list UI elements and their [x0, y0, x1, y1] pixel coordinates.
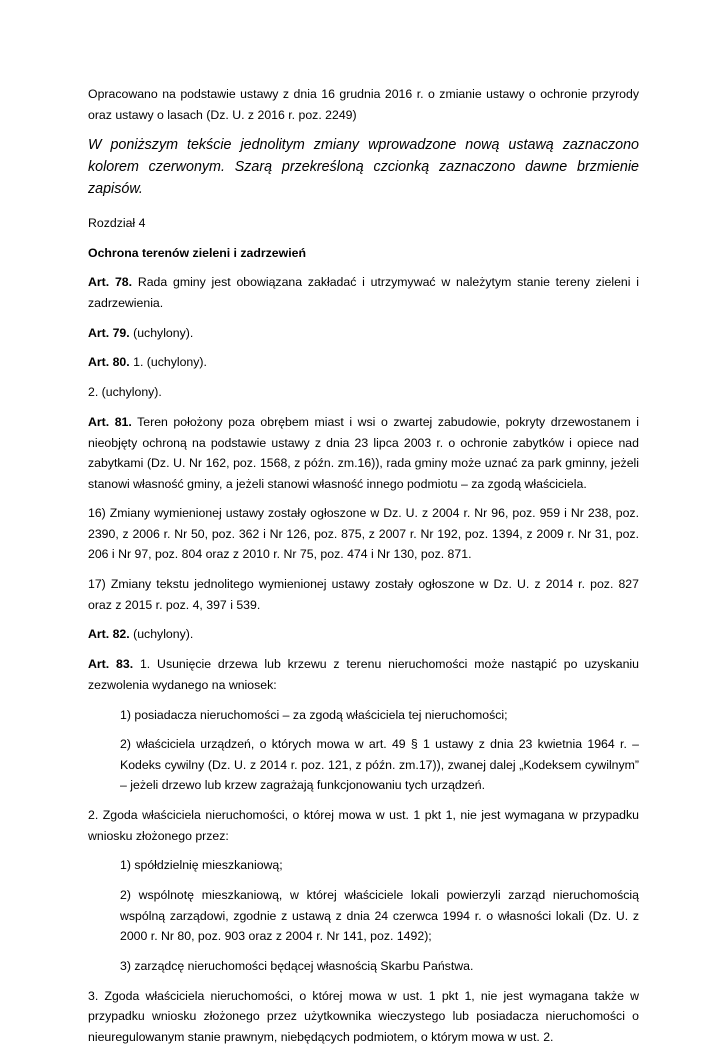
art-80-text: 1. (uchylony).	[129, 355, 207, 370]
art-81-label: Art. 81.	[88, 415, 132, 430]
art-78-text: Rada gminy jest obowiązana zakładać i utrzymywać w należytym stanie tereny zieleni i zadrzewienia.	[88, 275, 639, 310]
art-83-label: Art. 83.	[88, 657, 134, 672]
intro-paragraph: Opracowano na podstawie ustawy z dnia 16 grudnia 2016 r. o zmianie ustawy o ochronie przyrody oraz ustawy o lasach (Dz. U. z 2016 r. poz. 2249)	[88, 87, 639, 122]
art-81-text: Teren położony poza obrębem miast i wsi o zwartej zabudowie, pokryty drzewostanem i nieobjęty ochroną na podstawie ustawy z dnia 23 lipca 2003 r. o ochronie zabytków i opiece nad zabytkami (Dz. U. Nr 162, poz. 1568, z późn. zm.16)), rada gminy może uznać za park gminny, jeżeli stanowi własność gminy, a jeżeli stanowi własność innego podmiotu – za zgodą właściciela.	[88, 415, 639, 491]
art-83-item-2: 2) właściciela urządzeń, o których mowa w art. 49 § 1 ustawy z dnia 23 kwietnia 1964 r. – Kodeks cywilny (Dz. U. z 2014 r. poz. 121, z późn. zm.17)), zwanej dalej „Kodeksem cywilnym” – jeżeli drzewo lub krzew zagrażają funkcjonowaniu tych urządzeń.	[120, 737, 639, 793]
art-82-label: Art. 82.	[88, 627, 130, 642]
art-82	[88, 624, 639, 645]
art-79	[88, 323, 639, 344]
art-83-para-2-item-2: 2) wspólnotę mieszkaniową, w której właściciele lokali powierzyli zarząd nieruchomością wspólną zarządowi, zgodnie z ustawą z dnia 24 czerwca 1994 r. o własności lokali (Dz. U. z 2000 r. Nr 80, poz. 903 oraz z 2004 r. Nr 141, poz. 1492);	[120, 888, 639, 944]
art-83-para-2: 2. Zgoda właściciela nieruchomości, o której mowa w ust. 1 pkt 1, nie jest wymagana w przypadku wniosku złożonego przez:	[88, 808, 639, 843]
art-83-para-2-item-1: 1) spółdzielnię mieszkaniową;	[120, 858, 283, 873]
art-79-text: (uchylony).	[129, 325, 194, 340]
chapter-title: Ochrona terenów zieleni i zadrzewień	[88, 245, 306, 260]
chapter-number: Rozdział 4	[88, 215, 146, 230]
art-82-text: (uchylony).	[129, 627, 194, 642]
art-81	[88, 412, 639, 494]
art-83-item-1: 1) posiadacza nieruchomości – za zgodą właściciela tej nieruchomości;	[120, 707, 508, 722]
art-83-text: 1. Usunięcie drzewa lub krzewu z terenu nieruchomości może nastąpić po uzyskaniu zezwolenia wydanego na wniosek:	[88, 657, 639, 692]
art-80	[88, 352, 639, 373]
change-note: W poniższym tekście jednolitym zmiany wprowadzone nową ustawą zaznaczono kolorem czerwonym. Szarą przekreśloną czcionką zaznaczono dawne brzmienie zapisów.	[88, 137, 639, 198]
art-78-label: Art. 78.	[88, 275, 133, 290]
footnote-16: 16) Zmiany wymienionej ustawy zostały ogłoszone w Dz. U. z 2004 r. Nr 96, poz. 959 i Nr 238, poz. 2390, z 2006 r. Nr 50, poz. 362 i Nr 126, poz. 875, z 2007 r. Nr 192, poz. 1394, z 2009 r. Nr 31, poz. 206 i Nr 97, poz. 804 oraz z 2010 r. Nr 75, poz. 474 i Nr 130, poz. 871.	[88, 506, 639, 562]
art-83-para-2-item-3: 3) zarządcę nieruchomości będącej własnością Skarbu Państwa.	[120, 959, 474, 974]
art-80-label: Art. 80.	[88, 355, 130, 370]
art-83-para-3: 3. Zgoda właściciela nieruchomości, o której mowa w ust. 1 pkt 1, nie jest wymagana także w przypadku wniosku złożonego przez użytkownika wieczystego lub posiadacza nieruchomości o nieuregulowanym stanie prawnym, niebędących podmiotem, o którym mowa w ust. 2.	[88, 988, 639, 1044]
art-80-para-2: 2. (uchylony).	[88, 385, 162, 400]
art-78	[88, 272, 639, 313]
art-83	[88, 654, 639, 695]
footnote-17: 17) Zmiany tekstu jednolitego wymienionej ustawy zostały ogłoszone w Dz. U. z 2014 r. poz. 827 oraz z 2015 r. poz. 4, 397 i 539.	[88, 577, 639, 612]
document-page	[88, 84, 639, 1057]
art-79-label: Art. 79.	[88, 325, 130, 340]
